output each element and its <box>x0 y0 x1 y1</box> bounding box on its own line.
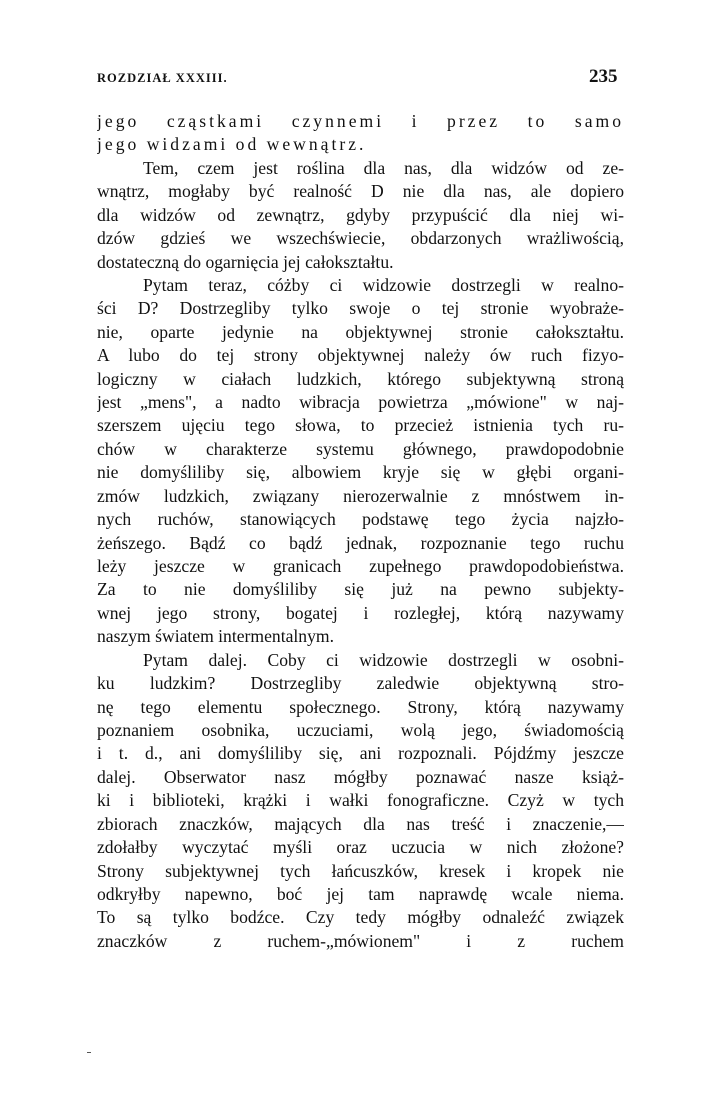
text-line: odkryłby napewno, boć jej tam naprawdę wcale niema. <box>97 883 624 904</box>
text-line: zdołałby wyczytać myśli oraz uczucia w nich złożone? <box>97 837 624 858</box>
text-line: szerszem ujęciu tego słowa, to przecież istnienia tych ru- <box>97 415 624 436</box>
text-line: dostateczną do ogarnięcia jej całokształtu. <box>97 251 394 272</box>
text-line: ki i biblioteki, krążki i wałki fonograficzne. Czyż w tych <box>97 790 624 811</box>
scan-speck <box>87 1052 91 1053</box>
text-line: znaczków z ruchem-„mówionem" i z ruchem <box>97 930 624 951</box>
text-line: nie, oparte jedynie na objektywnej stronie całokształtu. <box>97 321 624 342</box>
text-line: Pytam teraz, cóżby ci widzowie dostrzegli w realno- <box>143 274 624 295</box>
text-line: wnątrz, mogłaby być realność D nie dla nas, ale dopiero <box>97 181 624 202</box>
text-line: dalej. Obserwator nasz mógłby poznawać nasze książ- <box>97 766 624 787</box>
text-line: Strony subjektywnej tych łańcuszków, kresek i kropek nie <box>97 860 624 881</box>
text-line: żeńszego. Bądź co bądź jednak, rozpoznanie tego ruchu <box>97 532 624 553</box>
text-line: A lubo do tej strony objektywnej należy ów ruch fizyo- <box>97 345 624 366</box>
page-number: 235 <box>589 66 618 87</box>
text-line: To są tylko bodźce. Czy tedy mógłby odnaleźć związek <box>97 907 624 928</box>
text-line: jego cząstkami czynnemi i przez to samo <box>97 111 624 131</box>
text-line: jest „mens", a nadto wibracja powietrza „mówione" w naj- <box>97 392 624 413</box>
text-line: logiczny w ciałach ludzkich, którego subjektywną stroną <box>97 368 624 389</box>
text-line: zbiorach znaczków, mających dla nas treść i znaczenie,— <box>97 813 624 834</box>
text-line: wnej jego strony, bogatej i rozległej, którą nazywamy <box>97 602 624 623</box>
text-line: ści D? Dostrzegliby tylko swoje o tej stronie wyobraże- <box>97 298 624 319</box>
body-text <box>97 110 624 953</box>
text-line: zmów ludzkich, związany nierozerwalnie z mnóstwem in- <box>97 485 624 506</box>
text-line: dla widzów od zewnątrz, gdyby przypuścić dla niej wi- <box>97 204 624 225</box>
text-line: leży jeszcze w granicach zupełnego prawdopodobieństwa. <box>97 556 624 577</box>
text-line: Za to nie domyśliliby się już na pewno subjekty- <box>97 579 624 600</box>
text-line: ku ludzkim? Dostrzegliby zaledwie objektywną stro- <box>97 673 624 694</box>
text-line: jego widzami od wewnątrz. <box>97 134 367 155</box>
text-line: dzów gdzieś we wszechświecie, obdarzonych wrażliwością, <box>97 228 624 249</box>
running-head: ROZDZIAŁ XXXIII. <box>97 71 228 85</box>
text-line: nych ruchów, stanowiących podstawę tego życia najzło- <box>97 509 624 530</box>
text-line: Tem, czem jest roślina dla nas, dla widzów od ze- <box>143 157 624 178</box>
text-line: poznaniem osobnika, uczuciami, wolą jego, świadomością <box>97 719 624 740</box>
text-line: Pytam dalej. Coby ci widzowie dostrzegli w osobni- <box>143 649 624 670</box>
text-line: nę tego elementu społecznego. Strony, którą nazywamy <box>97 696 624 717</box>
text-line: nie domyśliliby się, albowiem kryje się w głębi organi- <box>97 462 624 483</box>
text-line: i t. d., ani domyśliliby się, ani rozpoznali. Pójdźmy jeszcze <box>97 743 624 764</box>
text-line: naszym światem intermentalnym. <box>97 626 334 647</box>
text-line: chów w charakterze systemu głównego, prawdopodobnie <box>97 438 624 459</box>
